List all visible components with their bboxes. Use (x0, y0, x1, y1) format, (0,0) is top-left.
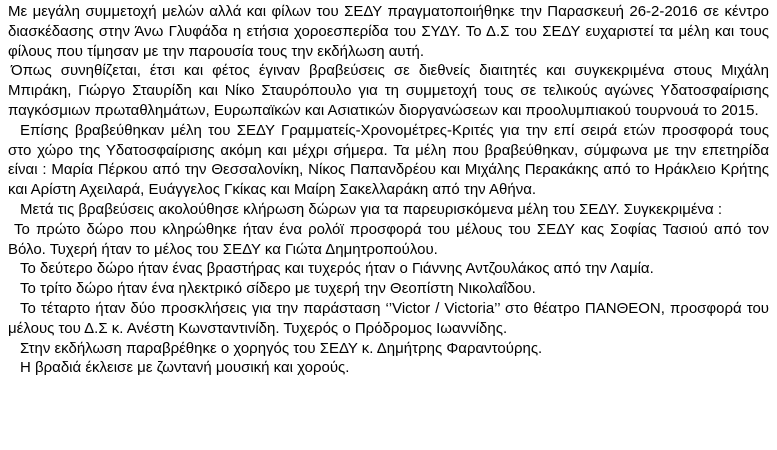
paragraph-gift-draw: Μετά τις βραβεύσεις ακολούθησε κλήρωση δώρων για τα παρευρισκόμενα μέλη του ΣΕΔΥ. Συγκεκριμένα : (20, 200, 723, 218)
paragraph-second-gift: Το δεύτερο δώρο ήταν ένας βραστήρας και τυχερός ήταν ο Γιάννης Αντζουλάκος από την Λαμία. (20, 260, 654, 278)
paragraph-member-awards: Επίσης βραβεύθηκαν μέλη του ΣΕΔΥ Γραμματείς-Χρονομέτρες-Κριτές για την επί σειρά ετών προσφορά τους στο χώρο της Υδατοσφαίρισης ακόμη και μέχρι σήμερα. Τα μέλη που βραβεύθηκαν, σύμφωνα με την επετηρίδα είναι : Μαρία Πέρκου από την Θεσσαλονίκη, Νίκος Παπανδρέου και Μιχάλης Περακάκης από το Ηράκλειο Κρήτης και Αρίστη Αχειλαρά, Ευάγγελος Γκίκας και Μαίρη Σακελλαράκη από την Αθήνα. (8, 121, 769, 199)
paragraph-first-gift: Το πρώτο δώρο που κληρώθηκε ήταν ένα ρολόϊ προσφορά του μέλους του ΣΕΔΥ κας Σοφίας Τασιού από τον Βόλο. Τυχερή ήταν το μέλος του ΣΕΔΥ κα Γιώτα Δημητροπούλου. (8, 220, 769, 258)
paragraph-closing: Η βραδιά έκλεισε με ζωντανή μουσική και χορούς. (20, 359, 350, 377)
paragraph-third-gift: Το τρίτο δώρο ήταν ένα ηλεκτρικό σίδερο με τυχερή την Θεοπίστη Νικολαΐδου. (20, 280, 536, 298)
paragraph-sponsor: Στην εκδήλωση παραβρέθηκε ο χορηγός του ΣΕΔΥ κ. Δημήτρης Φαραντούρης. (20, 339, 543, 357)
paragraph-intro: Με μεγάλη συμμετοχή μελών αλλά και φίλων του ΣΕΔΥ πραγματοποιήθηκε την Παρασκευή 26-2-2016 σε κέντρο διασκέδασης στην Άνω Γλυφάδα η ετήσια χοροεσπερίδα του ΣΥΔΥ. Το Δ.Σ του ΣΕΔΥ ευχαριστεί τα μέλη και τους φίλους που τίμησαν με την παρουσία τους την εκδήλωση αυτή. (8, 3, 769, 60)
paragraph-fourth-gift: Το τέταρτο ήταν δύο προσκλήσεις για την παράσταση ‘’Victor / Victoria’’ στο θέατρο ΠΑΝΘΕΟΝ, προσφορά του μέλους του Δ.Σ κ. Ανέστη Κωνσταντινίδη. Τυχερός ο Πρόδρομος Ιωαννίδης. (8, 299, 769, 337)
paragraph-referee-awards: Όπως συνηθίζεται, έτσι και φέτος έγιναν βραβεύσεις σε διεθνείς διαιτητές και συγκεκριμένα στους Μιχάλη Μπιράκη, Γιώργο Σταυρίδη και Νίκο Σταυρόπουλο για τη συμμετοχή τους σε τελικούς αγώνες Υδατοσφαίρισης παγκόσμιων πρωταθλημάτων, Ευρωπαϊκών και Ασιατικών διοργανώσεων και προολυμπιακού τουρνουά το 2015. (8, 62, 769, 119)
